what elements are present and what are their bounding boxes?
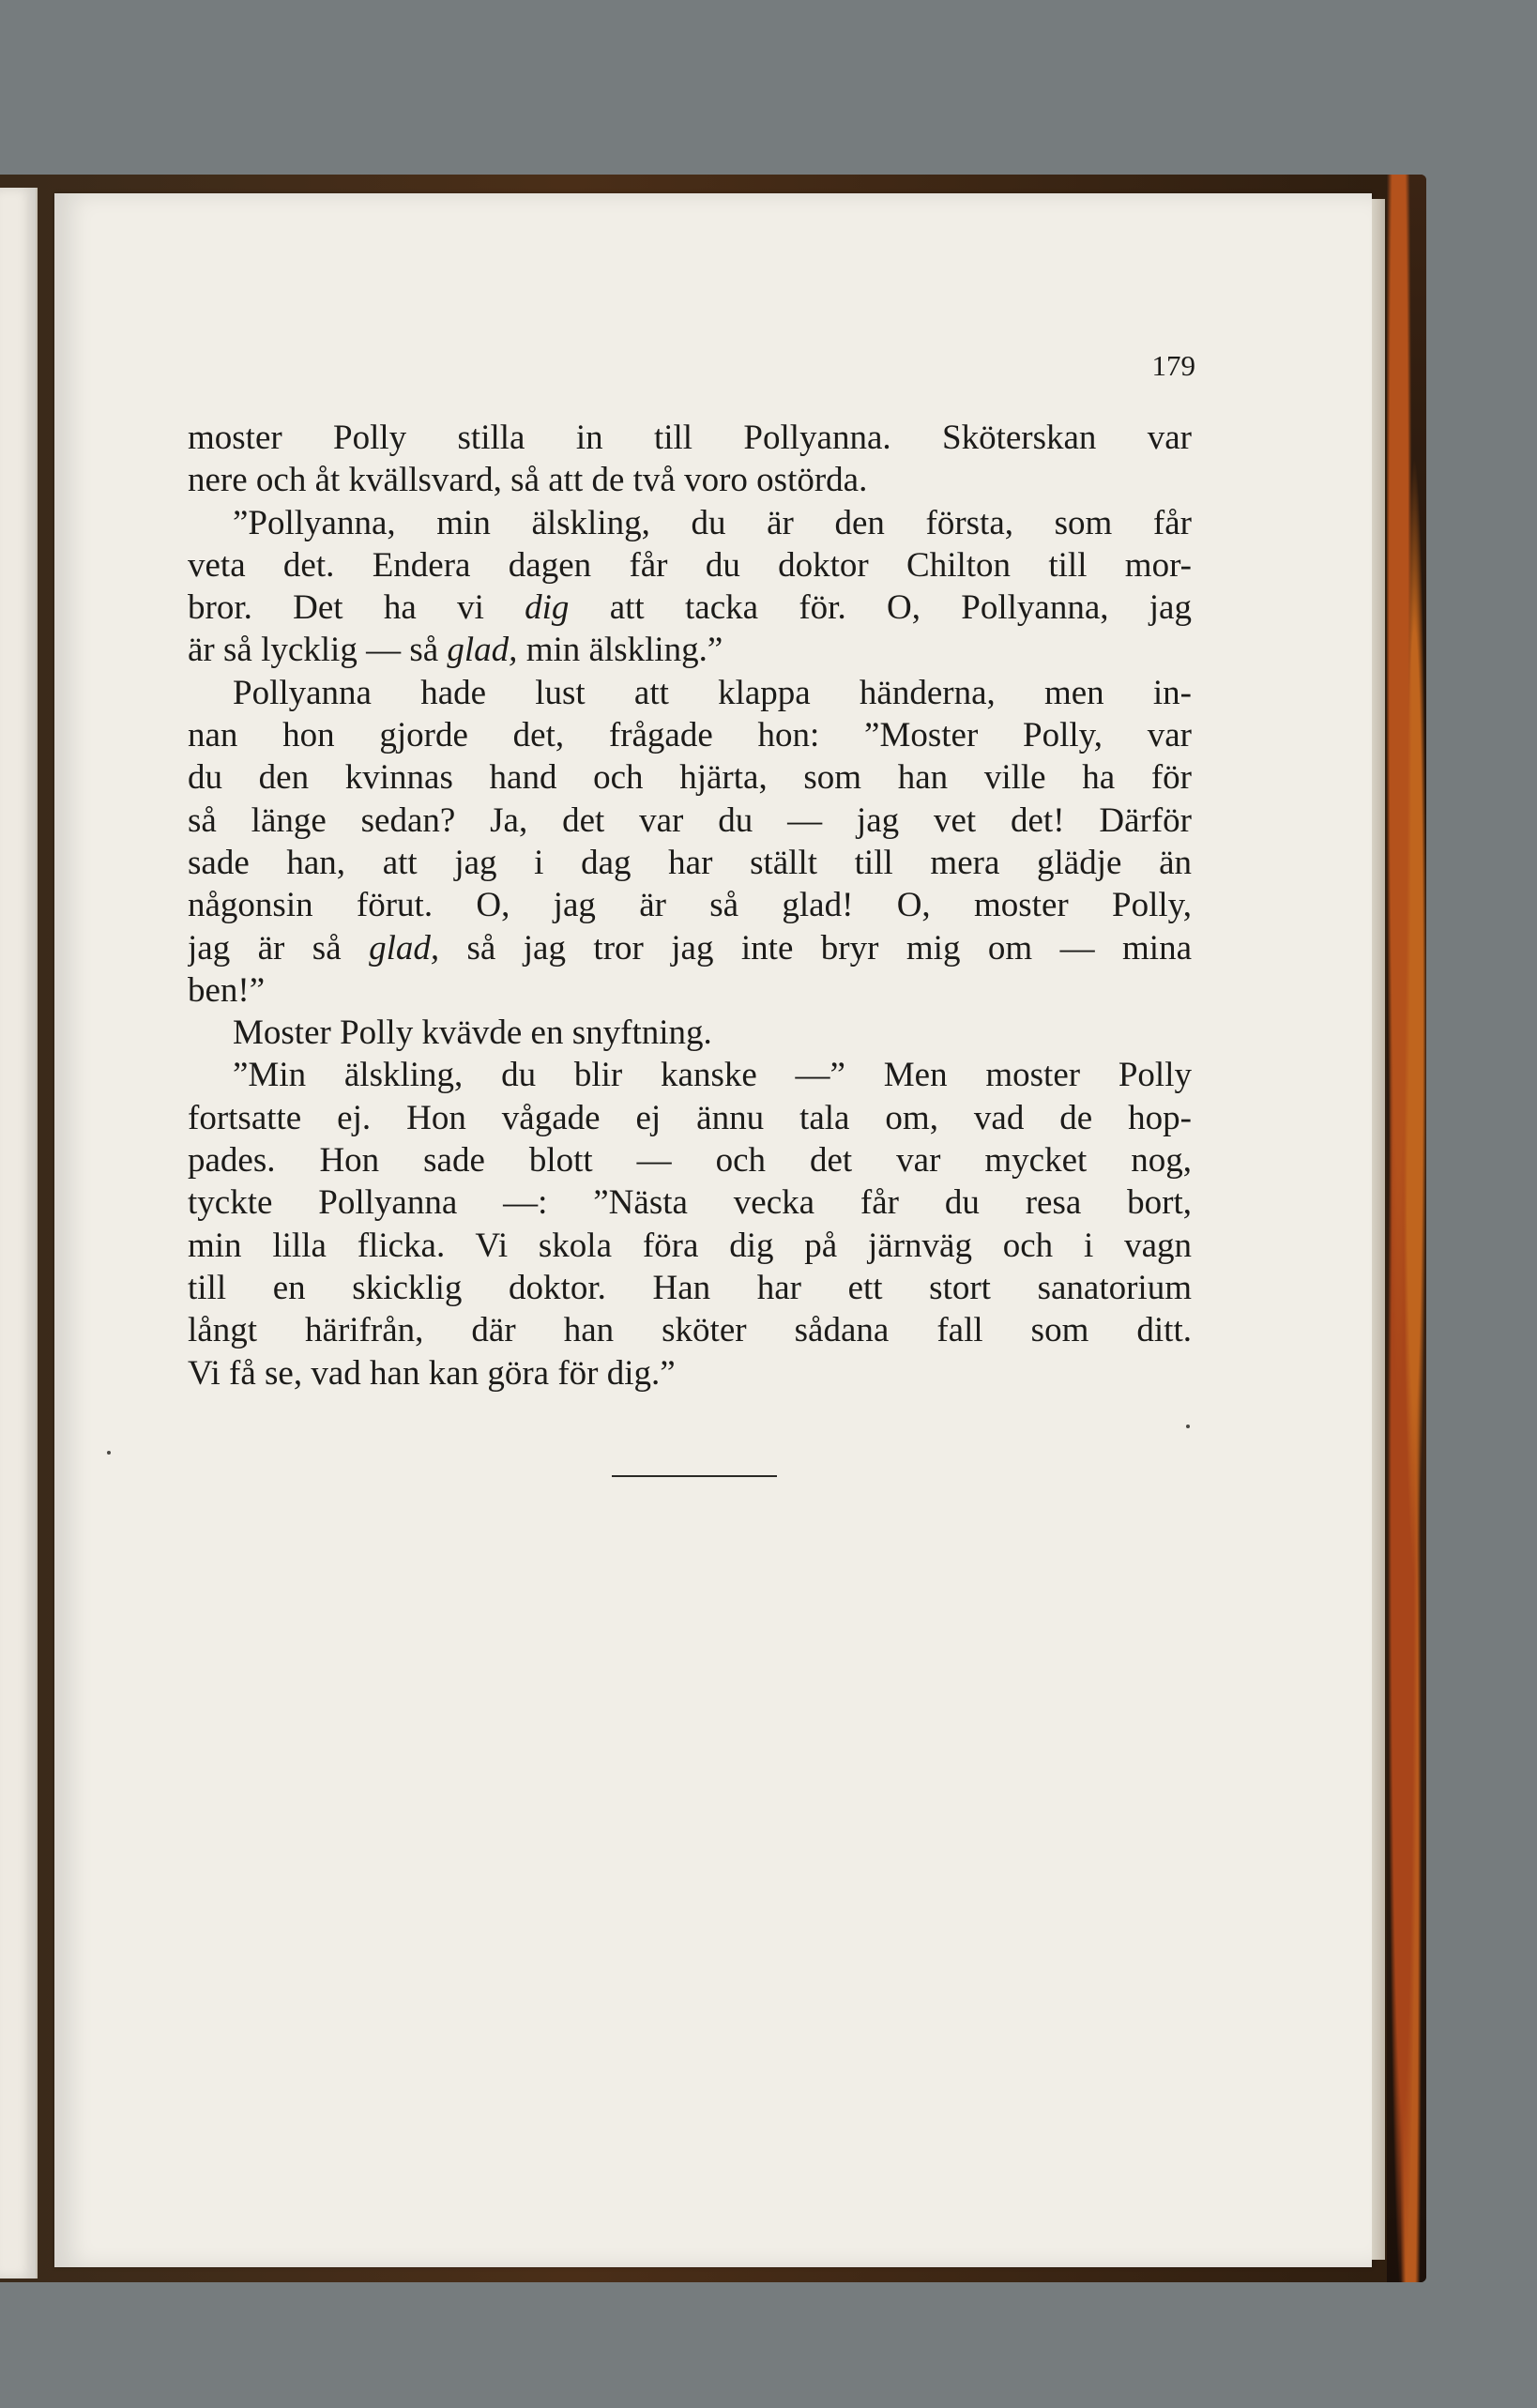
text-line (188, 969, 1192, 1012)
text-line (188, 502, 1192, 544)
text-line (188, 417, 1192, 459)
text-segment: pades. Hon sade blott — och det var mycket nog, (188, 1141, 1192, 1181)
text-segment: du den kvinnas hand och hjärta, som han ville ha för (188, 758, 1192, 798)
text-line (188, 1181, 1192, 1224)
italic-segment: glad, (369, 928, 440, 968)
text-line (188, 1267, 1192, 1309)
text-line (188, 1139, 1192, 1181)
text-segment: veta det. Endera dagen får du doktor Chilton till mor- (188, 545, 1192, 585)
italic-segment: glad, (447, 631, 518, 670)
page-speck (107, 1451, 111, 1455)
text-line (188, 1225, 1192, 1267)
text-segment: ben!” (188, 970, 266, 1010)
text-segment: moster Polly stilla in till Pollyanna. Sköterskan var (188, 419, 1192, 457)
text-line (188, 842, 1192, 884)
text-segment: jag är så (188, 928, 370, 968)
text-segment: Vi få se, vad han kan göra för dig.” (188, 1353, 676, 1393)
text-line (188, 587, 1192, 629)
body-text (188, 417, 1192, 1395)
text-line (188, 1054, 1192, 1096)
text-segment: sade han, att jag i dag har ställt till mera glädje än (188, 843, 1192, 882)
chapter-end-rule (612, 1475, 777, 1477)
text-line (188, 1097, 1192, 1139)
text-segment: ”Pollyanna, min älskling, du är den första, som får (233, 503, 1192, 542)
text-line (188, 800, 1192, 842)
text-line (188, 927, 1192, 969)
text-segment: nan hon gjorde det, frågade hon: ”Moster Polly, var (188, 716, 1192, 755)
text-line (188, 1012, 1192, 1054)
text-line (188, 459, 1192, 501)
text-segment: min lilla flicka. Vi skola föra dig på järnväg och i vagn (188, 1226, 1192, 1265)
text-segment: fortsatte ej. Hon vågade ej ännu tala om, vad de hop- (188, 1098, 1192, 1137)
left-page-edge (0, 188, 38, 2278)
text-segment: till en skicklig doktor. Han har ett stort sanatorium (188, 1268, 1192, 1307)
text-segment: nere och åt kvällsvard, så att de två voro ostörda. (188, 461, 868, 500)
italic-segment: dig (525, 588, 570, 628)
text-segment: Pollyanna hade lust att klappa händerna, men in- (233, 673, 1192, 712)
text-line (188, 714, 1192, 756)
text-line (188, 1352, 1192, 1395)
text-line (188, 1309, 1192, 1351)
text-segment: tyckte Pollyanna —: ”Nästa vecka får du resa bort, (188, 1183, 1192, 1223)
text-segment: långt härifrån, där han sköter sådana fall som ditt. (188, 1311, 1192, 1350)
text-segment: så länge sedan? Ja, det var du — jag vet det! Därför (188, 800, 1192, 840)
text-line (188, 672, 1192, 714)
text-segment: att tacka för. O, Pollyanna, jag (569, 588, 1192, 628)
text-segment: är så lycklig — så (188, 631, 448, 670)
page-speck (1186, 1425, 1190, 1428)
text-segment: Moster Polly kvävde en snyftning. (233, 1013, 712, 1053)
text-line (188, 544, 1192, 587)
marbled-cover-edge (1387, 175, 1426, 2282)
page-number: 179 (1151, 349, 1195, 382)
page-stack-edge (1372, 199, 1385, 2260)
text-segment: så jag tror jag inte bryr mig om — mina (439, 928, 1192, 968)
text-segment: min älskling.” (517, 631, 723, 670)
text-line (188, 756, 1192, 799)
text-line (188, 629, 1192, 671)
text-segment: någonsin förut. O, jag är så glad! O, moster Polly, (188, 886, 1192, 925)
text-line (188, 884, 1192, 926)
text-segment: ”Min älskling, du blir kanske —” Men moster Polly (233, 1056, 1192, 1095)
text-segment: bror. Det ha vi (188, 588, 525, 628)
